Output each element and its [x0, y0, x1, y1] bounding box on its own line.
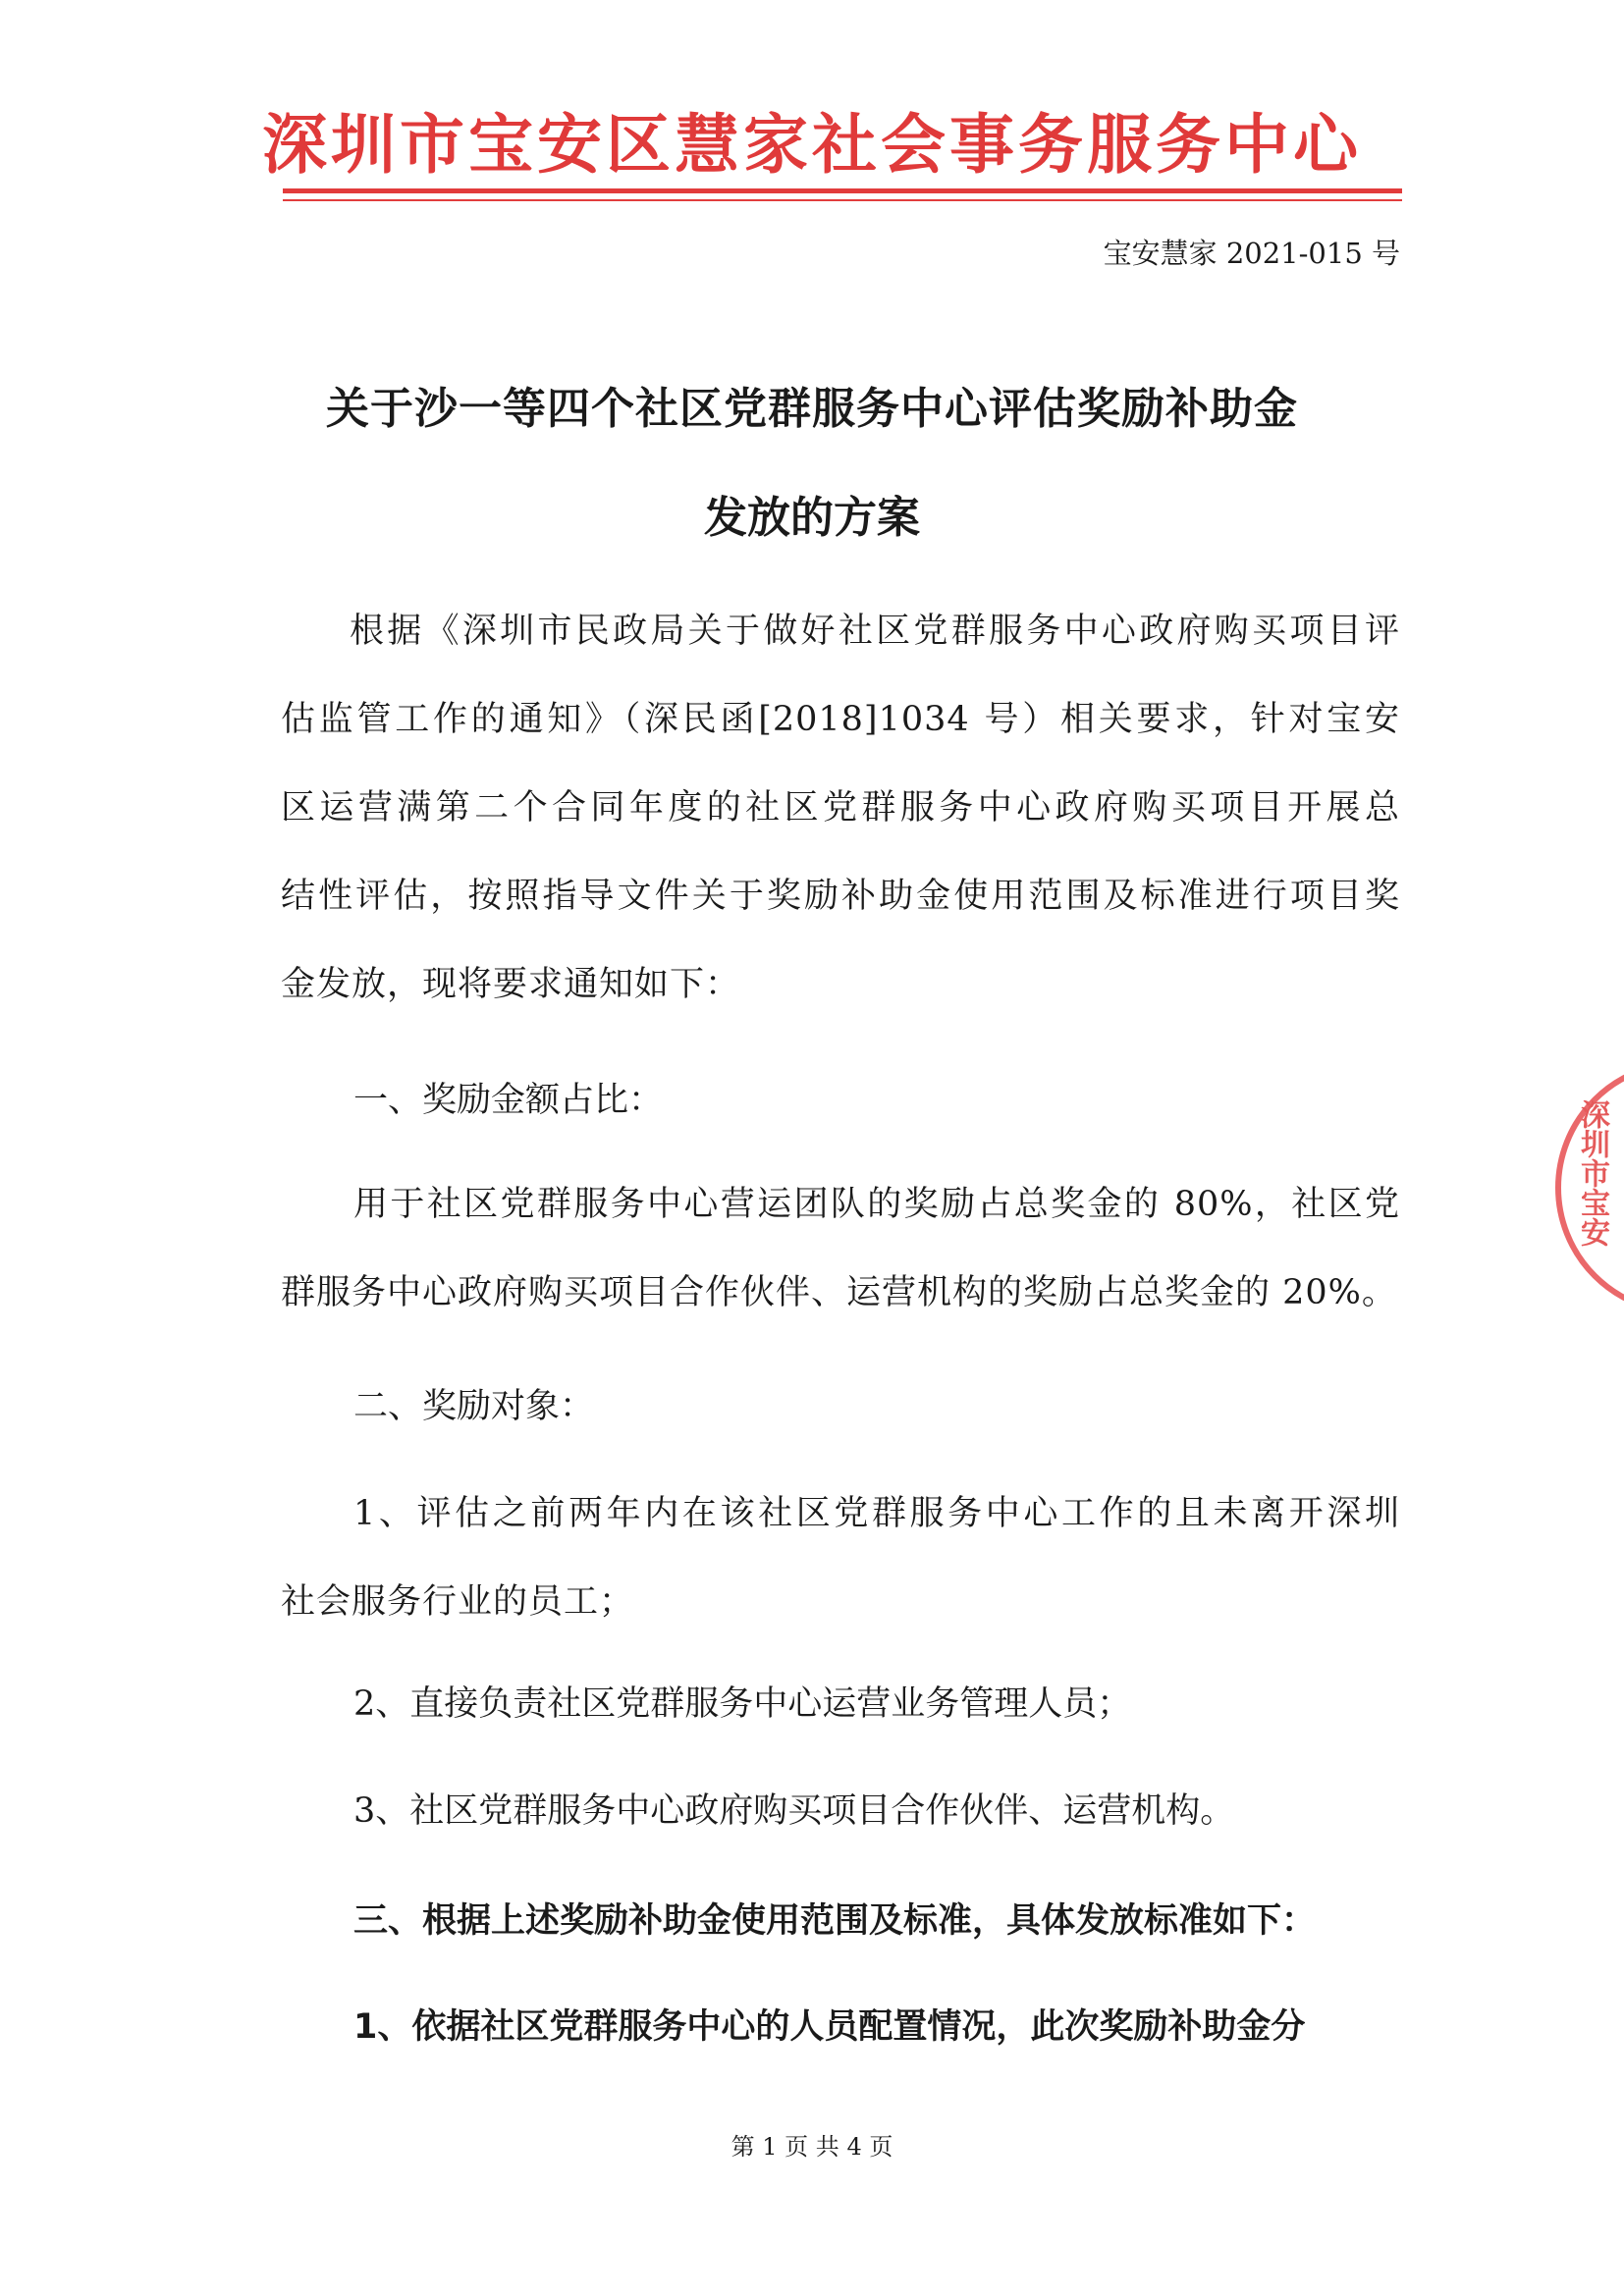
intro-line: 金发放，现将要求通知如下：: [281, 965, 741, 1004]
intro-line: 区运营满第二个合同年度的社区党群服务中心政府购买项目开展总: [281, 788, 1400, 828]
section3-heading: 三、根据上述奖励补助金使用范围及标准，具体发放标准如下：: [353, 1901, 1317, 1941]
intro-line: 结性评估，按照指导文件关于奖励补助金使用范围及标准进行项目奖: [281, 877, 1400, 916]
intro-paragraph: [281, 587, 1400, 1029]
section2-item1-line: 社会服务行业的员工；: [281, 1582, 635, 1622]
header-rule-thin: [283, 199, 1402, 201]
document-number: 宝安慧家 2021-015 号: [1103, 237, 1400, 270]
header-rule-thick: [283, 188, 1402, 193]
section1-paragraph: [281, 1160, 1400, 1337]
section1-heading: [353, 1076, 663, 1125]
intro-line: 估监管工作的通知》（深民函[2018]1034 号）相关要求，针对宝安: [281, 700, 1400, 739]
section3-item1: 1、依据社区党群服务中心的人员配置情况，此次奖励补助金分: [353, 2007, 1306, 2047]
section1-line: 用于社区党群服务中心营运团队的奖励占总奖金的 80%，社区党: [353, 1185, 1400, 1224]
document-title-line1: 关于沙一等四个社区党群服务中心评估奖励补助金: [326, 384, 1298, 434]
section2-item1-line: 1、评估之前两年内在该社区党群服务中心工作的且未离开深圳: [353, 1494, 1400, 1533]
intro-line: 根据《深圳市民政局关于做好社区党群服务中心政府购买项目评: [350, 612, 1400, 651]
org-header-title: 深圳市宝安区慧家社会事务服务中心: [262, 107, 1362, 183]
section2-item3: 3、社区党群服务中心政府购买项目合作伙伴、运营机构。: [353, 1791, 1235, 1831]
section1-line: 群服务中心政府购买项目合作伙伴、运营机构的奖励占总奖金的 20%。: [281, 1273, 1397, 1312]
page-footer: 第 1 页 共 4 页: [731, 2133, 893, 2161]
section2-item1: [281, 1469, 1400, 1646]
section1-heading-text: 一、奖励金额占比：: [353, 1081, 664, 1120]
official-seal-text: 深圳市宝安: [1575, 1099, 1609, 1247]
section2-heading: 二、奖励对象：: [353, 1387, 595, 1426]
section2-item2: 2、直接负责社区党群服务中心运营业务管理人员；: [353, 1684, 1132, 1724]
document-title-line2: 发放的方案: [704, 493, 920, 543]
